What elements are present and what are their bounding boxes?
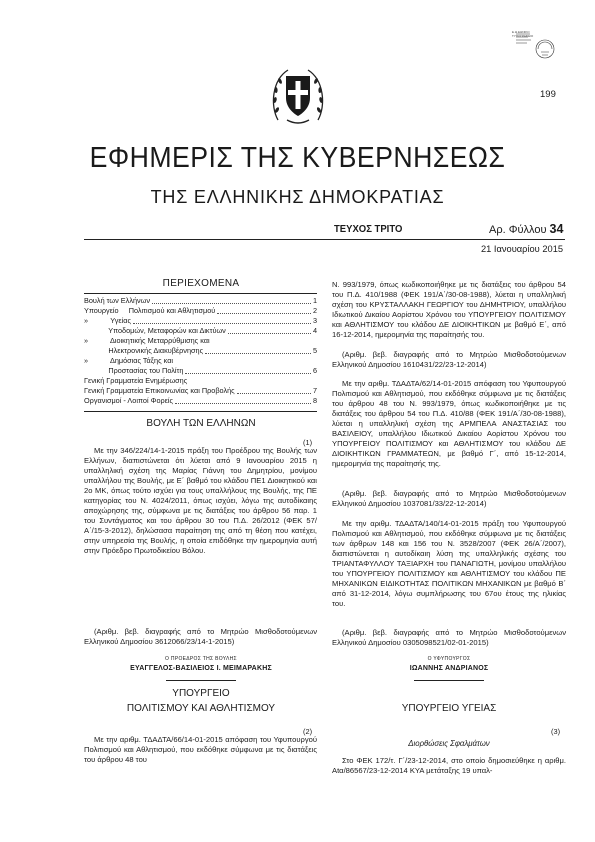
gazette-title: ΕΦΗΜΕΡΙΣ ΤΗΣ ΚΥΒΕΡΝΗΣΕΩΣ — [89, 142, 506, 174]
section-number: (2) — [303, 727, 313, 736]
toc-row[interactable]: Γενική Γραμματεία Ενημέρωσης — [84, 376, 188, 385]
toc-bottom-rule — [84, 411, 317, 412]
publisher-line: ΤΥΠΟΓΡΑΦΕΙΟ — [512, 34, 534, 38]
section-number: (1) — [303, 438, 313, 447]
sheet-label: Αρ. Φύλλου — [489, 224, 547, 236]
toc-row[interactable]: Ηλεκτρονικής Διακυβέρνησης 5 — [84, 346, 317, 355]
signature-role: Ο ΥΦΥΠΟΥΡΓΟΣ — [427, 656, 471, 662]
toc-top-rule — [84, 293, 317, 294]
sheet-info — [489, 222, 563, 236]
signature-role: Ο ΠΡΟΕΔΡΟΣ ΤΗΣ ΒΟΥΛΗΣ — [165, 656, 237, 662]
decision-note: (Αριθμ. βεβ. διαγραφής από το Μητρώο Μισθοδοτούμενων Ελληνικού Δημοσίου 1610431/22/23-12-2014) — [332, 350, 566, 370]
table-of-contents — [84, 296, 317, 406]
section-divider — [166, 680, 236, 681]
section-title-health: ΥΠΟΥΡΓΕΙΟ ΥΓΕΙΑΣ — [401, 703, 497, 714]
decision-note: (Αριθμ. βεβ. διαγραφής από το Μητρώο Μισθοδοτούμενων Ελληνικού Δημοσίου 1037081/33/22-12-2014) — [332, 489, 566, 509]
toc-row[interactable]: Υπουργείο Πολιτισμού και Αθλητισμού 2 — [84, 306, 317, 315]
signature-name: ΙΩΑΝΝΗΣ ΑΝΔΡΙΑΝΟΣ — [409, 665, 489, 672]
section-title-ministry: ΥΠΟΥΡΓΕΙΟ — [172, 688, 230, 699]
coat-of-arms-emblem — [270, 62, 326, 130]
section-title-parliament: ΒΟΥΛΗ ΤΩΝ ΕΛΛΗΝΩΝ — [146, 418, 256, 429]
decision-text: Με την αριθμ. ΤΔΑΔΤΑ/62/14-01-2015 απόφαση του Υφυπουργού Πολιτισμού και Αθλητισμού, που εκδόθηκε σύμφωνα με τις διατάξεις του άρθρου 48 του Ν. 993/1979, όπως κωδικοποιήθηκε με τις διατάξεις του άρθρου 54 του Π.Δ. 410/88 (ΦΕΚ 191/Α΄/30-08-1988), λύεται η υπαλληλική σχέση της ΑΡΜΠΕΛΑ ΑΝΑΣΤΑΣΙΑΣ του ΒΑΣΙΛΕΙΟΥ, υπαλλήλου Ιδιωτικού Δικαίου Αορίστου Χρόνου του ΥΠΟΥΡΓΕΙΟΥ ΠΟΛΙΤΙΣΜΟΥ και ΑΘΛΗΤΙΣΜΟΥ του κλάδου ΔΕ ΔΙΟΙΚΗΤΙΚΩΝ ΓΡΑΜΜΑΤΕΩΝ, με βαθμό Γ΄, από 15-12-2014, ημερομηνία της παραίτησής της. — [332, 379, 566, 469]
decision-note: (Αριθμ. βεβ. διαγραφής από το Μητρώο Μισθοδοτούμενων Ελληνικού Δημοσίου 0305098521/02-01-2015) — [332, 628, 566, 648]
toc-row[interactable]: Υποδομών, Μεταφορών και Δικτύων 4 — [84, 326, 317, 335]
decision-text: Με την αριθμ. ΤΔΑΔΤΑ/140/14-01-2015 πράξη του Υφυπουργού Πολιτισμού και Αθλητισμού, που εκδόθηκε σύμφωνα με τις διατάξεις των άρθρων 148 και 156 του Ν. 3528/2007 (ΦΕΚ 26/Α΄/2007), διαπιστώνεται η αυτοδίκαιη λύση της υπαλληλικής σχέσης του ΤΡΙΑΝΤΑΦΥΛΛΟΥ ΤΑΞΙΑΡΧΗ του ΠΑΝΑΓΙΩΤΗ, μονίμου υπαλλήλου του ΥΠΟΥΡΓΕΙΟΥ ΠΟΛΙΤΙΣΜΟΥ και ΑΘΛΗΤΙΣΜΟΥ του κλάδου ΠΕ ΜΗΧΑΝΙΚΩΝ ΕΙΔΙΚΟΤΗΤΑΣ ΠΟΛΙΤΙΚΩΝ ΜΗΧΑΝΙΚΩΝ με βαθμό Β΄ από 31-12-2014, λόγω συμπλήρωσης του 67ου έτους της ηλικίας του. — [332, 519, 566, 609]
toc-row[interactable]: » Δημόσιας Τάξης και — [84, 356, 174, 365]
decision-text: Ν. 993/1979, όπως κωδικοποιήθηκε με τις διατάξεις του άρθρου 54 του Π.Δ. 410/1988 (ΦΕΚ 191/Α΄/30-08-1988), λύεται η υπαλληλική σχέση του ΚΡΥΣΤΑΛΛΑΚΗ ΓΕΩΡΓΙΟΥ του ΔΗΜΗΤΡΙΟΥ, υπαλλήλου Ιδιωτικού Δικαίου Αορίστου Χρόνου του ΥΠΟΥΡΓΕΙΟΥ ΠΟΛΙΤΙΣΜΟΥ και ΑΘΛΗΤΙΣΜΟΥ του κλάδου ΔΕ ΔΙΟΙΚΗΤΙΚΩΝ με βαθμό Ε΄, από 16-12-2014, ημερομηνία της παραίτησής του. — [332, 280, 566, 340]
decision-note: (Αριθμ. βεβ. διαγραφής από το Μητρώο Μισθοδοτούμενων Ελληνικού Δημοσίου 3612066/23/14-1-2015) — [84, 627, 317, 647]
decision-text: Στο ΦΕΚ 172/τ. Γ΄/23-12-2014, στο οποίο δημοσιεύθηκε η αριθμ. Αtα/86567/23-12-2014 ΚΥΑ μετάταξης 19 υπαλ- — [332, 756, 566, 776]
toc-row[interactable]: Οργανισμοί - Λοιποί Φορείς 8 — [84, 396, 317, 405]
issue-date: 21 Ιανουαρίου 2015 — [481, 244, 564, 254]
toc-row[interactable]: Βουλή των Ελλήνων 1 — [84, 296, 317, 305]
page-number: 199 — [540, 89, 556, 100]
publisher-line: Ε.Θ.ΕΘΝΙΚΟ — [512, 30, 530, 34]
gazette-subtitle: ΤΗΣ ΕΛΛΗΝΙΚΗΣ ΔΗΜΟΚΡΑΤΙΑΣ — [150, 187, 445, 207]
sheet-number: 34 — [549, 222, 564, 236]
section-subtitle: Διορθώσεις Σφαλμάτων — [408, 739, 490, 748]
signature-name: ΕΥΑΓΓΕΛΟΣ-ΒΑΣΙΛΕΙΟΣ Ι. ΜΕΙΜΑΡΑΚΗΣ — [130, 665, 272, 672]
header-rule — [84, 239, 565, 240]
toc-row[interactable]: » Υγείας 3 — [84, 316, 317, 325]
section-number: (3) — [551, 727, 561, 736]
toc-row[interactable]: Γενική Γραμματεία Επικοινωνίας και Προβολής 7 — [84, 386, 317, 395]
decision-text: Με την αριθμ. ΤΔΑΔΤΑ/66/14-01-2015 απόφαση του Υφυπουργού Πολιτισμού και Αθλητισμού, που εκδόθηκε σύμφωνα με τις διατάξεις του άρθρου 48 του — [84, 735, 317, 765]
toc-heading: ΠΕΡΙΕΧΟΜΕΝΑ — [162, 278, 240, 289]
toc-row[interactable]: » Διοικητικής Μεταρρύθμισης και — [84, 336, 210, 345]
section-title-ministry-line2: ΠΟΛΙΤΙΣΜΟΥ ΚΑΙ ΑΘΛΗΤΙΣΜΟΥ — [126, 703, 276, 714]
issue-series: ΤΕΥΧΟΣ ΤΡΙΤΟ — [334, 224, 403, 235]
decision-text: Με την 346/224/14-1-2015 πράξη του Προέδρου της Βουλής των Ελλήνων, διαπιστώνεται ότι λύεται από 9 Ιανουαρίου 2015 η υπαλληλική σχέση της Μαρίας Γιάννη του Δημητρίου, μονίμου υπαλλήλου της Βουλής, με Ε΄ βαθμό του κλάδου ΠΕ1 Διοικητικού και 2ο ΜΚ, όπως τούτο ισχύει για τους υπαλλήλους της Βουλής, της ΠΕ κατηγορίας του Ν. 4024/2011, όπως ισχύει, λόγω της αυτοδίκαιης αποχώρησης της, σύμφωνα με τις διατάξεις του άρθρου 56 παρ. 1 του Συντάγματος και του άρθρου 30 του Π.Δ. 26/2012 (ΦΕΚ 57/Α΄/15-3-2012), δηλώσασα παραίτηση της από τη θέση που κατέχει, στην υπηρεσία της Βουλής, η οποία επιδόθηκε την ημερομηνία αυτή στην Πρόεδρο Πρωτοδικείου Βόλου. — [84, 446, 317, 556]
toc-row[interactable]: Προστασίας του Πολίτη 6 — [84, 366, 317, 375]
publisher-block — [512, 30, 538, 38]
section-divider — [414, 680, 484, 681]
